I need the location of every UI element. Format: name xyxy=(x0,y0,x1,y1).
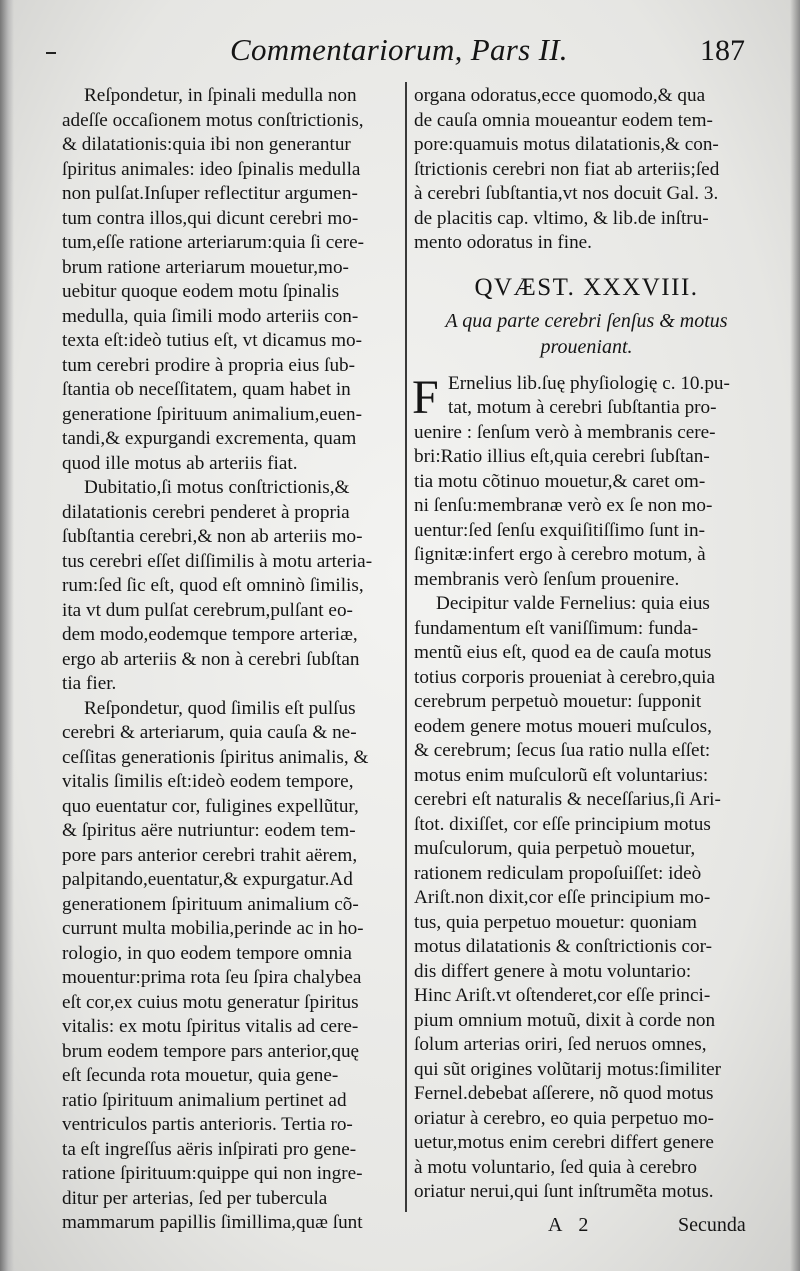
text-line: medulla, quia ſimili modo arteriis con- xyxy=(62,305,359,327)
text-line: ni ſenſu:membranæ verò ex ſe non mo- xyxy=(414,495,713,516)
text-line: dilatationis cerebri penderet à propria xyxy=(62,501,350,523)
text-line: de cauſa omnia moueantur eodem tem- xyxy=(414,109,713,131)
text-line: ſubſtantia cerebri,& non ab arteriis mo- xyxy=(62,526,363,547)
text-line: de placitis cap. vltimo, & lib.de inſtru- xyxy=(414,207,709,229)
text-line: organa odoratus,ecce quomodo,& qua xyxy=(414,85,706,106)
catchword: Secunda xyxy=(678,1214,746,1236)
text-line: membranis verò ſenſum prouenire. xyxy=(414,568,680,590)
text-line: uetur,motus enim cerebri differt genere xyxy=(414,1132,714,1153)
text-line: rum:ſed ſic eſt, quod eſt omninò ſimilis, xyxy=(62,575,364,596)
text-line: oriatur à cerebro, eo quia perpetuo mo- xyxy=(414,1107,714,1129)
text-line: non pulſat.Inſuper reflectitur argumen- xyxy=(62,183,358,204)
right-column-body xyxy=(414,372,759,1205)
text-line: vitalis ſimilis eſt:ideò eodem tempore, xyxy=(62,771,354,792)
text-line: eodem genere motus moueri muſculos, xyxy=(414,715,712,737)
text-line: palpitando,euentatur,& expurgatur.Ad xyxy=(62,869,353,890)
text-line: tandi,& expurgandi excrementa, quam xyxy=(62,428,357,449)
text-line: ergo ab arteriis & non à cerebri ſubſtan xyxy=(62,648,360,670)
text-line: ſignitæ:infert ergo à cerebro motum, à xyxy=(414,544,706,565)
text-line: ventriculos partis anterioris. Tertia ro- xyxy=(62,1114,353,1135)
page-header xyxy=(0,30,800,74)
right-column xyxy=(414,84,759,1205)
text-line: tus cerebri eſſet diſſimilis à motu arteria- xyxy=(62,550,373,572)
text-line: Dubitatio,ſi motus conſtrictionis,& xyxy=(84,477,350,498)
question-subtitle-1: A qua parte cerebri ſenſus & motus xyxy=(445,309,728,332)
text-line: vitalis: ex motu ſpiritus vitalis ad cere- xyxy=(62,1016,359,1037)
text-line: uenire : ſenſum verò à membranis cere- xyxy=(414,421,716,443)
text-line: à cerebri ſubſtantia,vt nos docuit Gal. 3. xyxy=(414,183,719,204)
text-line: qui sũt origines volũtarij motus:ſimiliter xyxy=(414,1058,721,1080)
text-line: pore:quamuis motus dilatationis,& con- xyxy=(414,134,719,155)
text-line: ceſſitas generationis ſpiritus animalis, & xyxy=(62,746,369,768)
text-line: motus enim muſculorũ eſt voluntarius: xyxy=(414,764,709,786)
text-line: mammarum papillis ſimillima,quæ ſunt xyxy=(62,1212,363,1233)
text-line: uentur:ſed ſenſu exquiſitiſſimo ſunt in- xyxy=(414,519,705,541)
text-line: pore pars anterior cerebri trahit aërem, xyxy=(62,844,358,866)
page-number: 187 xyxy=(700,34,745,67)
question-subtitle-2: proueniant. xyxy=(540,335,633,358)
signature-mark: A 2 xyxy=(548,1214,595,1236)
text-line: bri:Ratio illius eſt,quia cerebri ſubſtan- xyxy=(414,446,710,467)
text-line: eſt ſecunda rota mouetur, quia gene- xyxy=(62,1065,339,1086)
text-line: mento odoratus in fine. xyxy=(414,232,592,253)
text-line: pium omnium motuũ, dixit à corde non xyxy=(414,1009,716,1031)
text-line: ratio ſpirituum animalium pertinet ad xyxy=(62,1089,347,1111)
question-heading: QVÆST. XXXVIII. xyxy=(474,273,699,301)
text-line: tus, quia perpetuo mouetur: quoniam xyxy=(414,911,697,933)
text-line: Reſpondetur, in ſpinali medulla non xyxy=(84,85,357,106)
right-column-top xyxy=(414,84,759,256)
text-line: brum ratione arteriarum mouetur,mo- xyxy=(62,256,349,278)
text-line: & cerebrum; ſecus ſua ratio nulla eſſet: xyxy=(414,740,711,761)
text-line: texta eſt:ideò tutius eſt, vt dicamus mo- xyxy=(62,330,363,351)
text-line: tum contra illos,qui dicunt cerebri mo- xyxy=(62,207,359,229)
dropcap-paragraph xyxy=(414,372,759,1205)
text-line: generatione ſpirituum animalium,euen- xyxy=(62,403,362,425)
column-divider xyxy=(405,82,407,1212)
text-line: cerebri eſt naturalis & neceſſarius,ſi Ari- xyxy=(414,789,721,810)
text-line: quo euentatur cor, fuligines expellũtur, xyxy=(62,795,359,817)
text-line: rationem rediculam propoſuiſſet: ideò xyxy=(414,862,702,884)
text-line: Fernel.debebat aſſerere, nõ quod motus xyxy=(414,1083,714,1104)
text-line: tum cerebri prodire à propria eius ſub- xyxy=(62,354,356,376)
left-column xyxy=(62,84,402,1236)
text-line: brum eodem tempore pars anterior,quę xyxy=(62,1040,360,1062)
text-line: cerebrum perpetuò mouetur: ſupponit xyxy=(414,691,702,712)
text-line: quod ille motus ab arteriis fiat. xyxy=(62,452,298,474)
text-line: adeſſe occaſionem motus conſtrictionis, xyxy=(62,109,364,131)
text-line: ita vt dum pulſat cerebrum,pulſant eo- xyxy=(62,599,353,621)
text-line: motus dilatationis & conſtrictionis cor- xyxy=(414,936,713,957)
text-line: Ariſt.non dixit,cor eſſe principium mo- xyxy=(414,887,711,908)
text-line: muſculorum, quia perpetuò mouetur, xyxy=(414,838,696,859)
text-line: totius corporis proueniat à cerebro,quia xyxy=(414,666,716,688)
text-line: ratione ſpirituum:quippe qui non ingre- xyxy=(62,1163,363,1184)
text-line: ta eſt ingreſſus aëris inſpirati pro gene- xyxy=(62,1138,357,1160)
text-line: ſtantia ob neceſſitatem, quam habet in xyxy=(62,379,351,400)
text-line: ſtot. dixiſſet, cor eſſe principium motus xyxy=(414,813,711,835)
text-line: Decipitur valde Fernelius: quia eius xyxy=(436,593,710,614)
page-footer xyxy=(0,1214,800,1244)
text-line: eſt cor,ex cuius motu generatur ſpiritus xyxy=(62,991,359,1013)
text-line: tia motu cõtinuo mouetur,& caret om- xyxy=(414,470,706,492)
text-line: Hinc Ariſt.vt oſtenderet,cor eſſe princi- xyxy=(414,985,711,1006)
text-line: cerebri & arteriarum, quia cauſa & ne- xyxy=(62,722,357,743)
text-line: ſolum arterias oriri, ſed neruos omnes, xyxy=(414,1034,707,1055)
text-line: tat, motum à cerebri ſubſtantia pro- xyxy=(448,397,717,418)
text-line: ditur per arterias, ſed per tubercula xyxy=(62,1187,328,1209)
page-left-shadow xyxy=(0,0,14,1271)
text-line: tum,eſſe ratione arteriarum:quia ſi cere- xyxy=(62,232,365,253)
spacer xyxy=(414,360,759,372)
text-line: ſtrictionis cerebri non fiat ab arteriis;ſed xyxy=(414,158,720,180)
text-line: generationem ſpirituum animalium cõ- xyxy=(62,893,359,915)
text-line: rologio, in quo eodem tempore omnia xyxy=(62,942,352,964)
text-line: Reſpondetur, quod ſimilis eſt pulſus xyxy=(84,697,356,719)
text-line: oriatur nerui,qui ſunt inſtrumẽta motus. xyxy=(414,1181,714,1202)
text-line: dis differt genere à motu voluntario: xyxy=(414,960,692,982)
text-line: fundamentum eſt vaniſſimum: funda- xyxy=(414,617,699,639)
text-line: mouentur:prima rota ſeu ſpira chalybea xyxy=(62,967,362,988)
running-title: Commentariorum, Pars II. xyxy=(230,32,568,67)
text-line: & dilatationis:quia ibi non generantur xyxy=(62,134,351,155)
text-line: tia fier. xyxy=(62,673,117,694)
page-right-shadow xyxy=(790,0,800,1271)
text-line: uebitur quoque eodem motu ſpinalis xyxy=(62,281,340,302)
text-line: mentũ eius eſt, quod ea de cauſa motus xyxy=(414,642,712,663)
text-line: à motu voluntario, ſed quia à cerebro xyxy=(414,1156,697,1178)
text-line: currunt multa mobilia,perinde ac in ho- xyxy=(62,918,364,939)
dropcap-letter: F xyxy=(412,370,439,424)
text-line: & ſpiritus aëre nutriuntur: eodem tem- xyxy=(62,820,356,841)
text-line: ſpiritus animales: ideo ſpinalis medulla xyxy=(62,158,361,180)
text-line: dem modo,eodemque tempore arteriæ, xyxy=(62,624,358,645)
text-line: Ernelius lib.ſuę phyſiologię c. 10.pu- xyxy=(448,372,730,394)
